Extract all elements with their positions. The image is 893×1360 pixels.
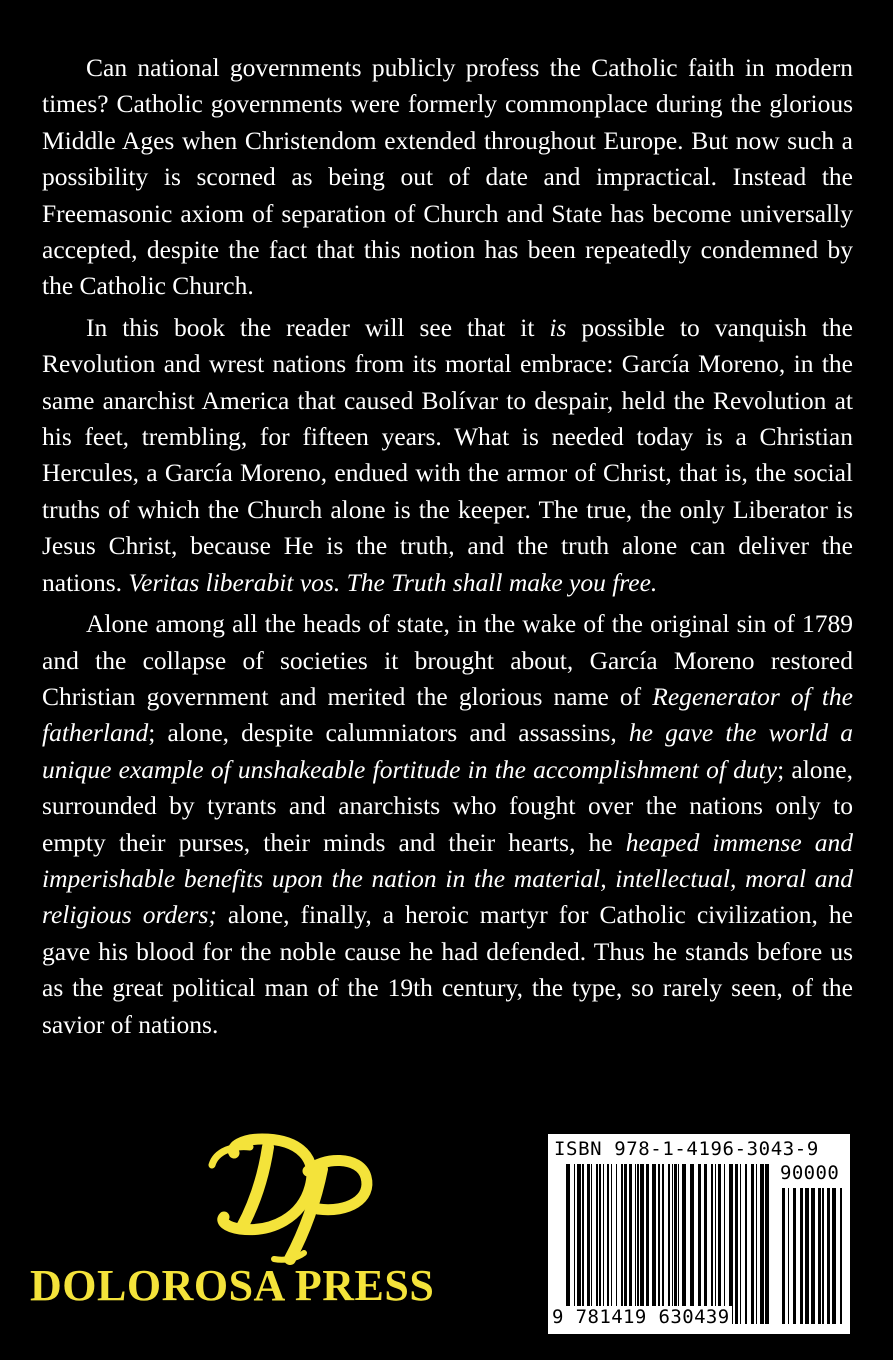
barcode-bar bbox=[745, 1164, 747, 1324]
blurb-p3-italic-3: heaped immense and imperishable benefits upon the nation in the material, intellectual, moral and religious orders; bbox=[42, 827, 853, 930]
barcode-bar bbox=[827, 1188, 830, 1324]
barcode-bar bbox=[635, 1164, 636, 1324]
barcode-bar bbox=[652, 1164, 656, 1324]
barcode-bar bbox=[704, 1164, 707, 1324]
barcode-bar bbox=[682, 1164, 686, 1324]
barcode-bar bbox=[621, 1164, 623, 1324]
barcode-bar bbox=[582, 1164, 584, 1324]
barcode-bar bbox=[629, 1164, 632, 1324]
blurb-text bbox=[42, 50, 853, 1043]
barcode-bar bbox=[674, 1164, 677, 1324]
blurb-paragraph-3 bbox=[42, 606, 853, 1043]
barcode-bar bbox=[616, 1164, 617, 1324]
barcode-bar bbox=[724, 1164, 725, 1324]
barcode-bar bbox=[729, 1164, 733, 1324]
publisher-name: DOLOROSA PRESS bbox=[30, 1261, 435, 1310]
blurb-p3-italic-2: he gave the world a unique example of unshakeable fortitude in the accomplishment of duty bbox=[42, 718, 854, 784]
publisher-logo bbox=[30, 1125, 470, 1325]
barcode-bar bbox=[805, 1188, 809, 1324]
barcode-bar bbox=[624, 1164, 627, 1324]
blurb-paragraph-1 bbox=[42, 50, 853, 305]
isbn-barcode bbox=[548, 1134, 850, 1334]
blurb-paragraph-2 bbox=[42, 310, 853, 601]
barcode-bar bbox=[646, 1164, 649, 1324]
barcode-bar bbox=[735, 1164, 738, 1324]
barcode-bar bbox=[678, 1164, 679, 1324]
barcode-bar bbox=[718, 1164, 721, 1324]
blurb-p2-italic-1: is bbox=[549, 312, 567, 342]
blurb-p3-text-3: ; alone, surrounded by tyrants and anarchists who fought over the nations only to empty their purses, their minds and their hearts, he bbox=[42, 754, 853, 857]
blurb-p3-text-1: Alone among all the heads of state, in the wake of the original sin of 1789 and the collapse of societies it brought about, García Moreno restored Christian government and merited the glorious name of bbox=[42, 609, 853, 711]
blurb-p3-text-2: ; alone, despite calumniators and assassins, bbox=[148, 718, 629, 748]
barcode-bar bbox=[603, 1164, 604, 1324]
barcode-bar bbox=[637, 1164, 639, 1324]
barcode-bar bbox=[822, 1188, 824, 1324]
barcode-bar bbox=[587, 1164, 590, 1324]
barcode-bar bbox=[599, 1164, 601, 1324]
barcode-bar bbox=[840, 1188, 842, 1324]
blurb-p2-italic-2: Veritas liberabit vos. The Truth shall make you free. bbox=[128, 567, 658, 597]
blurb-p2-text-2: possible to vanquish the Revolution and wrest nations from its mortal embrace: García Moreno, in the same anarchist America that caused Bolívar to despair, held the Revolution at his feet, trembling, for fifteen years. What is needed today is a Christian Hercules, a García Moreno, endued with the armor of Christ, that is, the social truths of which the Church alone is the keeper. The true, the only Liberator is Jesus Christ, because He is the truth, and the truth alone can deliver the nations. bbox=[42, 312, 853, 597]
barcode-bar bbox=[715, 1164, 716, 1324]
barcode-bar bbox=[566, 1164, 570, 1324]
barcode-bar bbox=[658, 1164, 660, 1324]
barcode-bar bbox=[832, 1188, 836, 1324]
barcode-digits: 9 781419 630439 bbox=[552, 1306, 730, 1328]
barcode-bar bbox=[596, 1164, 598, 1324]
barcode-bar bbox=[740, 1164, 741, 1324]
barcode-bar bbox=[751, 1164, 754, 1324]
blurb-p3-text-4: alone, finally, a heroic martyr for Catholic civilization, he gave his blood for the noble cause he had defended. Thus he stands before us as the great political man of the 19th century, the type, so rarely seen, of the savior of nations. bbox=[42, 900, 853, 1039]
isbn-label: ISBN 978-1-4196-3043-9 bbox=[554, 1138, 819, 1160]
price-code: 90000 bbox=[780, 1162, 840, 1184]
barcode-bar bbox=[760, 1164, 764, 1324]
barcode-bar bbox=[800, 1188, 803, 1324]
blurb-p2-text-1: In this book the reader will see that it bbox=[86, 312, 550, 342]
barcode-bar bbox=[711, 1164, 713, 1324]
barcode-bar bbox=[668, 1164, 670, 1324]
barcode-bar bbox=[818, 1188, 821, 1324]
barcode-bar bbox=[574, 1164, 575, 1324]
barcode-bar bbox=[611, 1164, 612, 1324]
barcode-bar bbox=[662, 1164, 664, 1324]
barcode-bar bbox=[793, 1188, 796, 1324]
blurb-p1-text: Can national governments publicly profess the Catholic faith in modern times? Catholic governments were formerly commonplace during the glorious Middle Ages when Christendom extended throughout Europe. But now such a possibility is scorned as being out of date and impractical. Instead the Freemasonic axiom of separation of Church and State has become universally accepted, despite the fact that this notion has been repeatedly condemned by the Catholic Church. bbox=[42, 53, 853, 301]
barcode-bar bbox=[788, 1188, 789, 1324]
barcode-bar bbox=[690, 1164, 694, 1324]
barcode-bar bbox=[698, 1164, 701, 1324]
barcode-bar bbox=[765, 1164, 769, 1324]
barcode-bar bbox=[607, 1164, 609, 1324]
barcode-bar bbox=[591, 1164, 592, 1324]
barcode-bar bbox=[640, 1164, 644, 1324]
barcode-bar bbox=[672, 1164, 673, 1324]
barcode-bar bbox=[756, 1164, 757, 1324]
blurb-p3-italic-1: Regenerator of the fatherland bbox=[42, 681, 854, 748]
barcode-bar bbox=[811, 1188, 815, 1324]
barcode-bar bbox=[782, 1188, 785, 1324]
barcode-bar bbox=[577, 1164, 581, 1324]
dp-monogram-icon bbox=[190, 1125, 390, 1265]
